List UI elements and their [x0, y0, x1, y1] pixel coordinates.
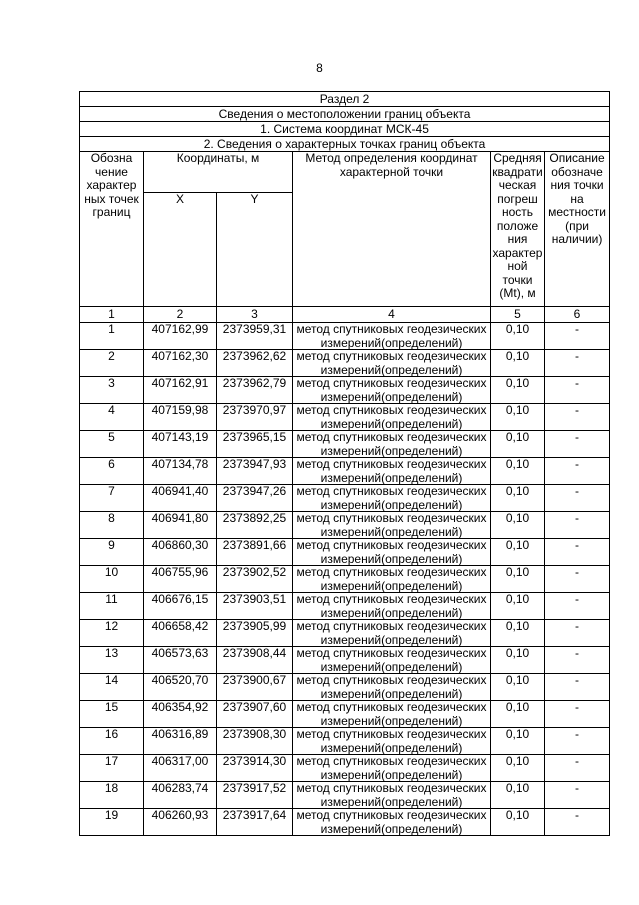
method-cell: [293, 647, 491, 674]
page-number: 8: [316, 61, 323, 75]
x-coordinate-cell: 406316,89: [144, 728, 217, 755]
y-coordinate-cell: 2373908,44: [217, 647, 293, 674]
description-cell: -: [545, 809, 610, 836]
table-row: [80, 539, 610, 566]
method-cell: [293, 566, 491, 593]
method-text: метод спутниковых геодезических измерений(определений): [296, 350, 487, 376]
point-number-cell: 13: [80, 647, 144, 674]
point-number-cell: 1: [80, 323, 144, 350]
y-coordinate-cell: 2373917,52: [217, 782, 293, 809]
point-number-cell: 17: [80, 755, 144, 782]
y-coordinate-cell: 2373891,66: [217, 539, 293, 566]
description-cell: -: [545, 674, 610, 701]
table-row: [80, 431, 610, 458]
characteristic-points-title: 2. Сведения о характерных точках границ объекта: [80, 137, 610, 152]
method-text: метод спутниковых геодезических измерений(определений): [296, 377, 487, 403]
header-method: Метод определения координат характерной точки: [293, 152, 491, 307]
column-number-3: 3: [217, 307, 293, 323]
x-coordinate-cell: 406941,40: [144, 485, 217, 512]
mean-square-error-cell: 0,10: [491, 566, 545, 593]
point-number-cell: 8: [80, 512, 144, 539]
method-text: метод спутниковых геодезических измерений(определений): [296, 593, 487, 619]
mean-square-error-cell: 0,10: [491, 701, 545, 728]
method-text: метод спутниковых геодезических измерений(определений): [296, 620, 487, 646]
y-coordinate-cell: 2373959,31: [217, 323, 293, 350]
method-cell: [293, 674, 491, 701]
y-coordinate-cell: 2373962,62: [217, 350, 293, 377]
description-cell: -: [545, 539, 610, 566]
mean-square-error-cell: 0,10: [491, 782, 545, 809]
method-cell: [293, 512, 491, 539]
method-cell: [293, 701, 491, 728]
table-row: [80, 809, 610, 836]
point-number-cell: 19: [80, 809, 144, 836]
point-number-cell: 12: [80, 620, 144, 647]
description-cell: -: [545, 593, 610, 620]
table-row: [80, 755, 610, 782]
point-number-cell: 15: [80, 701, 144, 728]
x-coordinate-cell: 406260,93: [144, 809, 217, 836]
coordinates-table: [79, 91, 610, 836]
mean-square-error-cell: 0,10: [491, 593, 545, 620]
description-cell: -: [545, 755, 610, 782]
point-number-cell: 5: [80, 431, 144, 458]
x-coordinate-cell: 406860,30: [144, 539, 217, 566]
method-cell: [293, 782, 491, 809]
method-text: метод спутниковых геодезических измерений(определений): [296, 404, 487, 430]
point-number-cell: 10: [80, 566, 144, 593]
x-coordinate-cell: 406676,15: [144, 593, 217, 620]
point-number-cell: 4: [80, 404, 144, 431]
header-point-designation: Обозна чение характер ных точек границ: [80, 152, 144, 307]
mean-square-error-cell: 0,10: [491, 404, 545, 431]
method-text: метод спутниковых геодезических измерений(определений): [296, 809, 487, 835]
x-coordinate-cell: 407134,78: [144, 458, 217, 485]
x-coordinate-cell: 406755,96: [144, 566, 217, 593]
table-row: [80, 620, 610, 647]
description-cell: -: [545, 323, 610, 350]
table-row: [80, 674, 610, 701]
method-cell: [293, 728, 491, 755]
x-coordinate-cell: 406658,42: [144, 620, 217, 647]
table-row: [80, 350, 610, 377]
y-coordinate-cell: 2373947,26: [217, 485, 293, 512]
point-number-cell: 14: [80, 674, 144, 701]
subsection-title: Сведения о местоположении границ объекта: [80, 107, 610, 122]
table-row: [80, 728, 610, 755]
x-coordinate-cell: 406941,80: [144, 512, 217, 539]
x-coordinate-cell: 407143,19: [144, 431, 217, 458]
header-y: Y: [217, 193, 293, 307]
point-number-cell: 6: [80, 458, 144, 485]
method-text: метод спутниковых геодезических измерений(определений): [296, 701, 487, 727]
point-number-cell: 7: [80, 485, 144, 512]
method-text: метод спутниковых геодезических измерений(определений): [296, 323, 487, 349]
x-coordinate-cell: 406573,63: [144, 647, 217, 674]
method-cell: [293, 431, 491, 458]
method-cell: [293, 539, 491, 566]
mean-square-error-cell: 0,10: [491, 647, 545, 674]
column-number-6: 6: [545, 307, 610, 323]
point-number-cell: 18: [80, 782, 144, 809]
column-number-5: 5: [491, 307, 545, 323]
description-cell: -: [545, 620, 610, 647]
method-cell: [293, 593, 491, 620]
y-coordinate-cell: 2373970,97: [217, 404, 293, 431]
point-number-cell: 11: [80, 593, 144, 620]
mean-square-error-cell: 0,10: [491, 809, 545, 836]
table-row: [80, 323, 610, 350]
method-cell: [293, 755, 491, 782]
table-row: [80, 647, 610, 674]
method-cell: [293, 485, 491, 512]
y-coordinate-cell: 2373965,15: [217, 431, 293, 458]
table-row: [80, 593, 610, 620]
mean-square-error-cell: 0,10: [491, 755, 545, 782]
method-cell: [293, 620, 491, 647]
table-row: [80, 512, 610, 539]
mean-square-error-cell: 0,10: [491, 512, 545, 539]
mean-square-error-cell: 0,10: [491, 323, 545, 350]
column-number-1: 1: [80, 307, 144, 323]
description-cell: -: [545, 350, 610, 377]
coordinate-system-title: 1. Система координат МСК-45: [80, 122, 610, 137]
y-coordinate-cell: 2373914,30: [217, 755, 293, 782]
y-coordinate-cell: 2373902,52: [217, 566, 293, 593]
header-coordinates: Координаты, м: [144, 152, 293, 193]
x-coordinate-cell: 406317,00: [144, 755, 217, 782]
point-number-cell: 9: [80, 539, 144, 566]
column-number-2: 2: [144, 307, 217, 323]
mean-square-error-cell: 0,10: [491, 728, 545, 755]
x-coordinate-cell: 407162,99: [144, 323, 217, 350]
table-row: [80, 566, 610, 593]
table-row: [80, 404, 610, 431]
method-text: метод спутниковых геодезических измерений(определений): [296, 512, 487, 538]
mean-square-error-cell: 0,10: [491, 620, 545, 647]
method-cell: [293, 458, 491, 485]
method-text: метод спутниковых геодезических измерений(определений): [296, 458, 487, 484]
x-coordinate-cell: 406354,92: [144, 701, 217, 728]
method-text: метод спутниковых геодезических измерений(определений): [296, 755, 487, 781]
description-cell: -: [545, 458, 610, 485]
mean-square-error-cell: 0,10: [491, 350, 545, 377]
description-cell: -: [545, 485, 610, 512]
method-text: метод спутниковых геодезических измерений(определений): [296, 431, 487, 457]
x-coordinate-cell: 407162,91: [144, 377, 217, 404]
mean-square-error-cell: 0,10: [491, 431, 545, 458]
description-cell: -: [545, 566, 610, 593]
method-text: метод спутниковых геодезических измерений(определений): [296, 566, 487, 592]
x-coordinate-cell: 406283,74: [144, 782, 217, 809]
method-text: метод спутниковых геодезических измерений(определений): [296, 539, 487, 565]
section-title: Раздел 2: [80, 92, 610, 107]
mean-square-error-cell: 0,10: [491, 674, 545, 701]
description-cell: -: [545, 377, 610, 404]
y-coordinate-cell: 2373900,67: [217, 674, 293, 701]
description-cell: -: [545, 404, 610, 431]
x-coordinate-cell: 407162,30: [144, 350, 217, 377]
method-cell: [293, 323, 491, 350]
method-text: метод спутниковых геодезических измерений(определений): [296, 728, 487, 754]
table-row: [80, 458, 610, 485]
method-text: метод спутниковых геодезических измерений(определений): [296, 647, 487, 673]
mean-square-error-cell: 0,10: [491, 539, 545, 566]
method-cell: [293, 350, 491, 377]
description-cell: -: [545, 728, 610, 755]
table-row: [80, 701, 610, 728]
table-row: [80, 782, 610, 809]
y-coordinate-cell: 2373917,64: [217, 809, 293, 836]
method-cell: [293, 404, 491, 431]
y-coordinate-cell: 2373903,51: [217, 593, 293, 620]
header-x: X: [144, 193, 217, 307]
y-coordinate-cell: 2373947,93: [217, 458, 293, 485]
table-row: [80, 377, 610, 404]
point-number-cell: 2: [80, 350, 144, 377]
description-cell: -: [545, 647, 610, 674]
y-coordinate-cell: 2373962,79: [217, 377, 293, 404]
x-coordinate-cell: 407159,98: [144, 404, 217, 431]
y-coordinate-cell: 2373892,25: [217, 512, 293, 539]
method-cell: [293, 809, 491, 836]
header-description: Описание обозначе ния точки на местности (при наличии): [545, 152, 610, 307]
table-row: [80, 485, 610, 512]
x-coordinate-cell: 406520,70: [144, 674, 217, 701]
point-number-cell: 3: [80, 377, 144, 404]
header-mean-square-error: Средняя квадрати ческая погреш ность положе ния характер ной точки (Mt), м: [491, 152, 545, 307]
mean-square-error-cell: 0,10: [491, 458, 545, 485]
y-coordinate-cell: 2373907,60: [217, 701, 293, 728]
method-cell: [293, 377, 491, 404]
column-number-4: 4: [293, 307, 491, 323]
mean-square-error-cell: 0,10: [491, 485, 545, 512]
method-text: метод спутниковых геодезических измерений(определений): [296, 485, 487, 511]
method-text: метод спутниковых геодезических измерений(определений): [296, 782, 487, 808]
description-cell: -: [545, 431, 610, 458]
method-text: метод спутниковых геодезических измерений(определений): [296, 674, 487, 700]
point-number-cell: 16: [80, 728, 144, 755]
description-cell: -: [545, 701, 610, 728]
description-cell: -: [545, 512, 610, 539]
y-coordinate-cell: 2373908,30: [217, 728, 293, 755]
y-coordinate-cell: 2373905,99: [217, 620, 293, 647]
mean-square-error-cell: 0,10: [491, 377, 545, 404]
description-cell: -: [545, 782, 610, 809]
